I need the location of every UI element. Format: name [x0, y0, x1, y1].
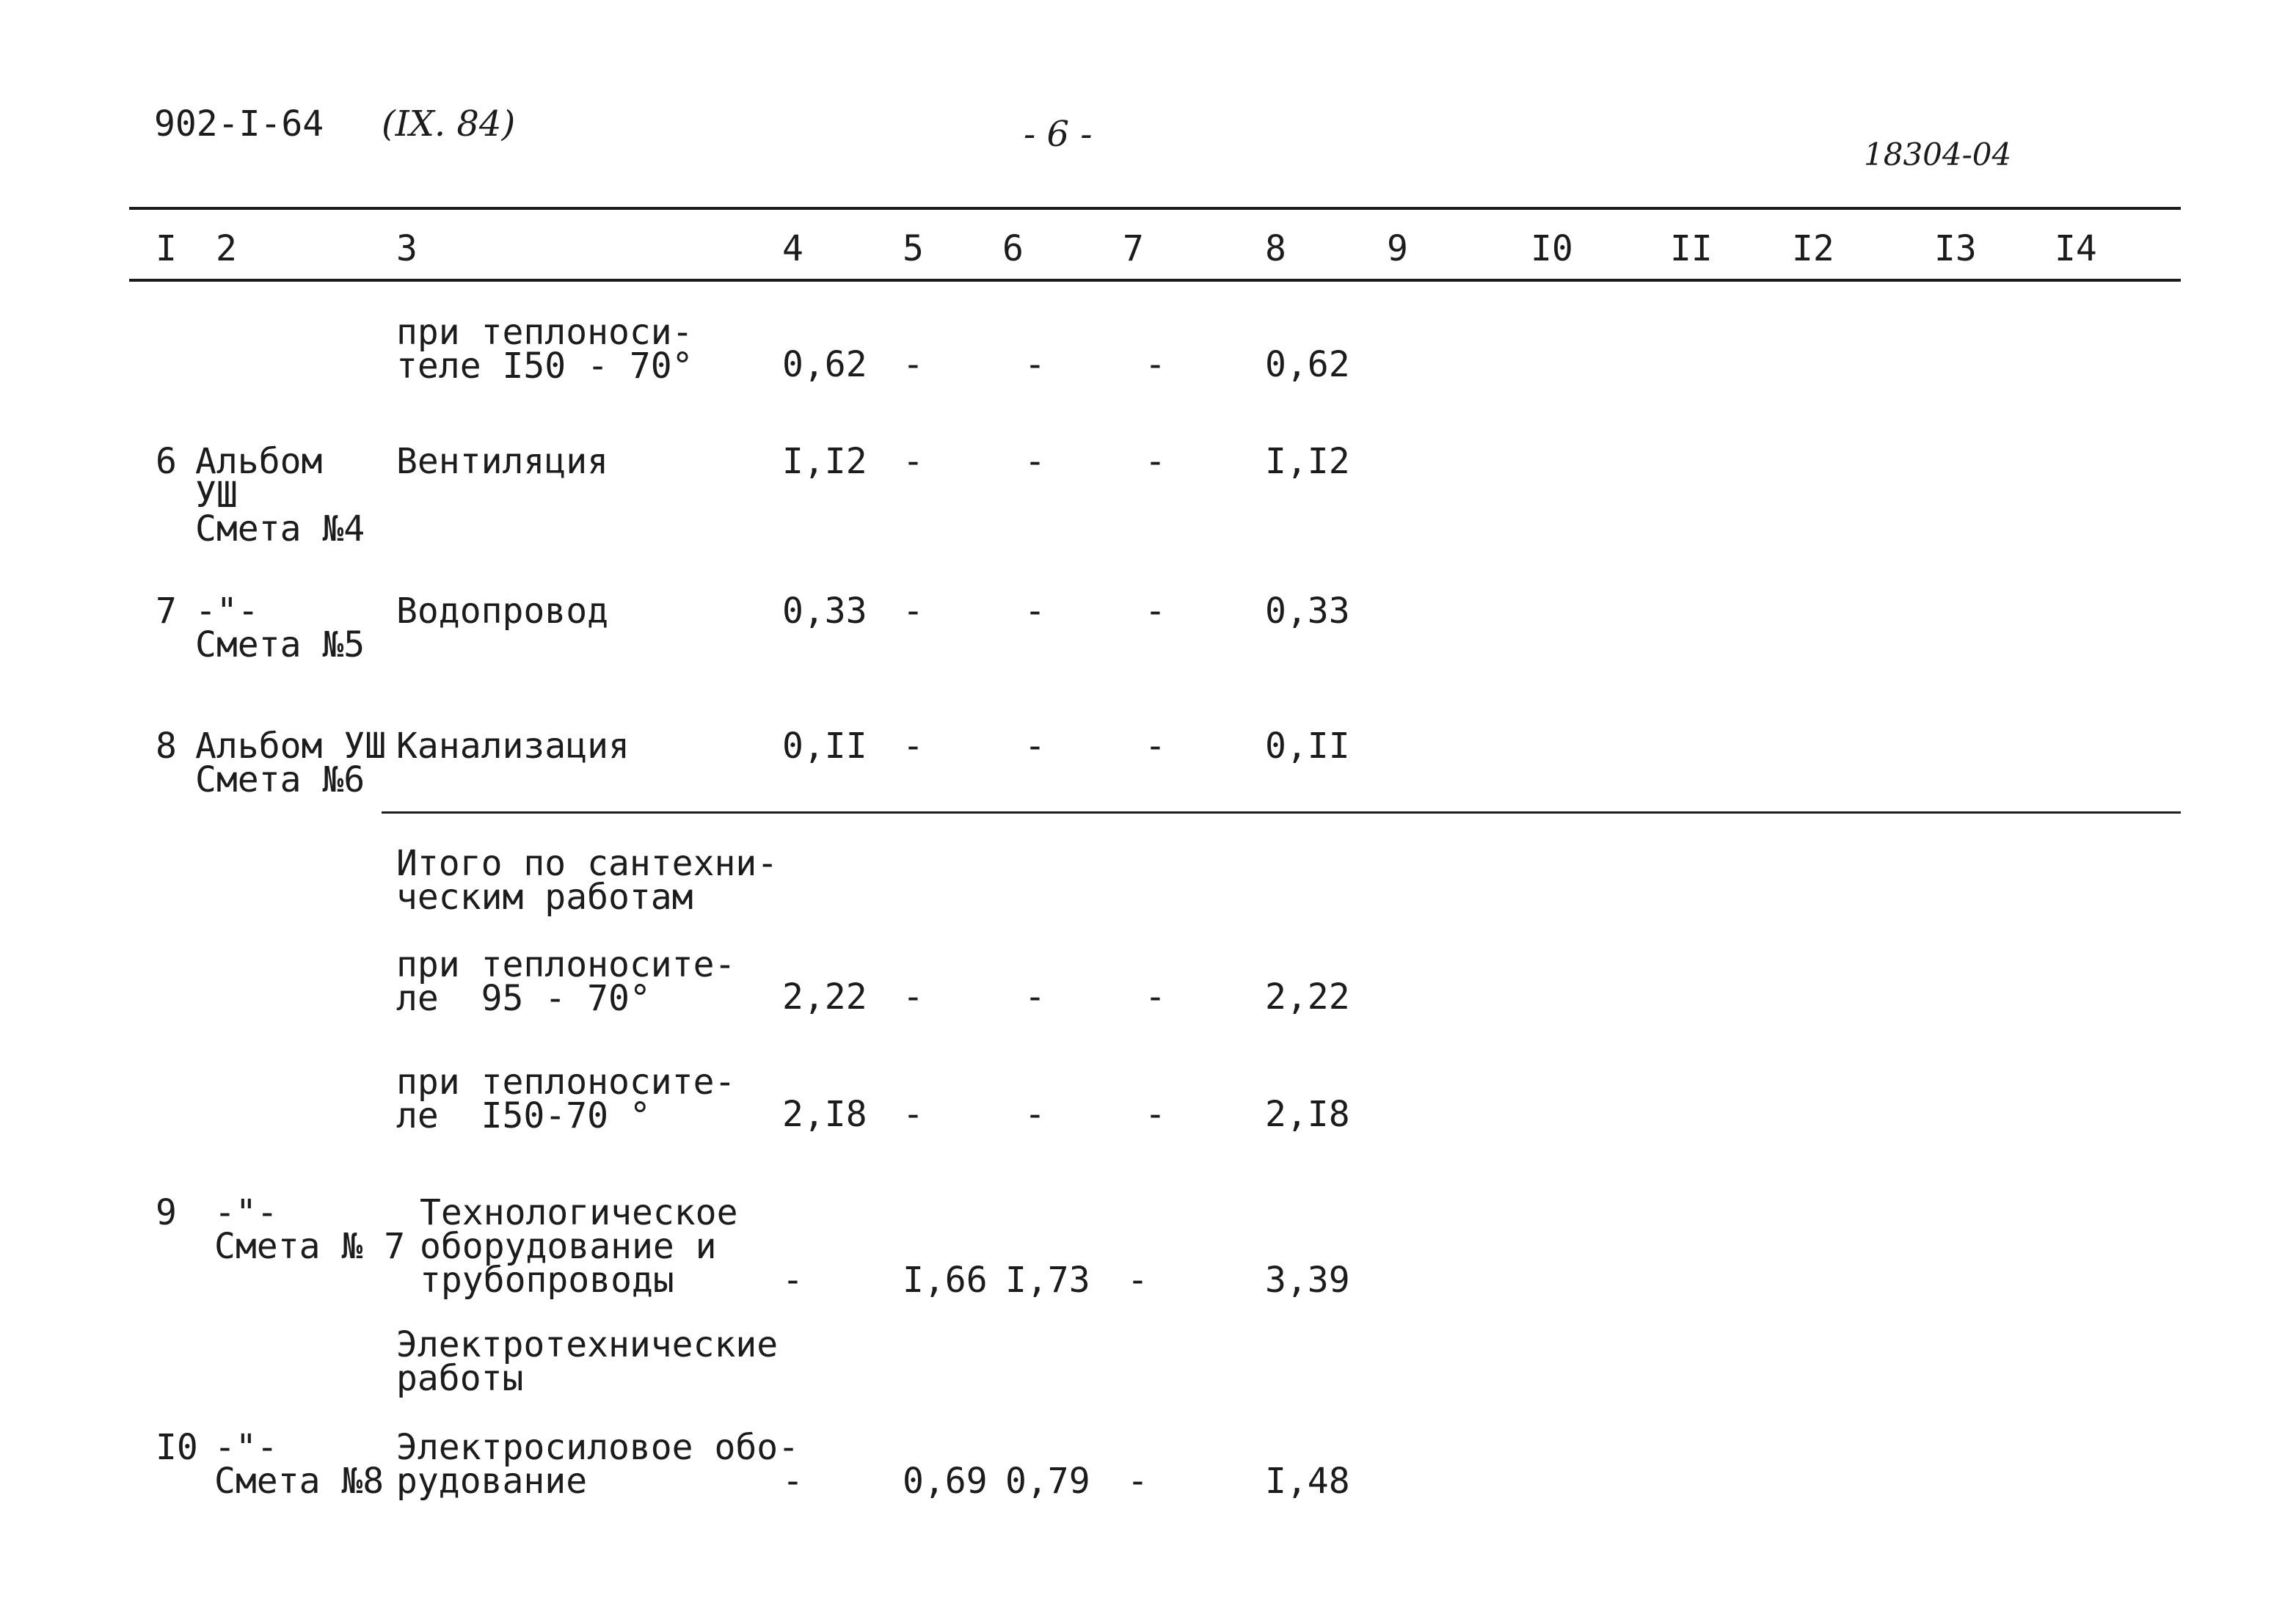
value-cell: - [1024, 726, 1046, 767]
document-date: (IX. 84) [382, 103, 516, 145]
subtotal-heading: Итого по сантехни- ческим работам [396, 843, 779, 918]
value-cell: - [903, 591, 924, 632]
column-header: I [156, 228, 177, 269]
description-cell: при теплоноси- теле I50 - 70° [396, 312, 693, 387]
column-header: 5 [903, 228, 924, 269]
column-header: 3 [396, 228, 418, 269]
column-header: 2 [216, 228, 237, 269]
description-cell: Водопровод [396, 591, 608, 632]
source-cell: -"- Смета №5 [195, 591, 365, 665]
row-number-cell: I0 [156, 1427, 198, 1468]
description-cell: Электросиловое обо- рудование [396, 1427, 800, 1502]
column-header: 9 [1387, 228, 1408, 269]
value-cell: 0,69 [903, 1461, 988, 1502]
value-cell: - [1145, 591, 1166, 632]
description-cell: Технологическое оборудование и трубопроводы [420, 1192, 738, 1301]
value-cell: 0,62 [1265, 344, 1350, 385]
source-cell: -"- Смета № 7 [214, 1192, 406, 1267]
value-cell: - [903, 344, 924, 385]
source-cell: -"- Смета №8 [214, 1427, 385, 1502]
description-cell: Канализация [396, 726, 630, 767]
column-header: I2 [1792, 228, 1834, 269]
row-number-cell: 8 [156, 726, 177, 767]
column-header: II [1670, 228, 1713, 269]
value-cell: 0,II [1265, 726, 1350, 767]
column-header: 4 [782, 228, 803, 269]
column-header: I4 [2055, 228, 2097, 269]
column-header: 8 [1265, 228, 1286, 269]
column-header: I0 [1531, 228, 1573, 269]
value-cell: 0,79 [1005, 1461, 1090, 1502]
value-cell: I,48 [1265, 1461, 1350, 1502]
document-number: 18304-04 [1864, 136, 2012, 172]
value-cell: - [1127, 1260, 1148, 1301]
row-number-cell: 7 [156, 591, 177, 632]
value-cell: - [903, 441, 924, 482]
value-cell: I,I2 [782, 441, 867, 482]
value-cell: I,I2 [1265, 441, 1350, 482]
column-header: 6 [1002, 228, 1024, 269]
value-cell: - [1145, 441, 1166, 482]
value-cell: - [1145, 1094, 1166, 1135]
description-cell: Вентиляция [396, 441, 608, 482]
value-cell: 0,33 [782, 591, 867, 632]
document-code: 902-I-64 [154, 103, 324, 145]
value-cell: 0,62 [782, 344, 867, 385]
row-number-cell: 9 [156, 1192, 177, 1233]
value-cell: - [1024, 591, 1046, 632]
value-cell: - [782, 1260, 803, 1301]
row-number-cell: 6 [156, 441, 177, 482]
value-cell: I,73 [1005, 1260, 1090, 1301]
description-cell: при теплоносите- ле 95 - 70° [396, 944, 736, 1019]
value-cell: 2,22 [782, 976, 867, 1018]
value-cell: - [903, 1094, 924, 1135]
header-bottom-rule [129, 279, 2181, 282]
value-cell: - [1145, 976, 1166, 1018]
column-header: I3 [1934, 228, 1977, 269]
value-cell: - [903, 976, 924, 1018]
source-cell: Альбом УШ Смета №4 [195, 441, 365, 549]
value-cell: - [1145, 726, 1166, 767]
table-top-rule [129, 207, 2181, 210]
value-cell: I,66 [903, 1260, 988, 1301]
section-heading: Электротехнические работы [396, 1324, 779, 1399]
value-cell: 0,33 [1265, 591, 1350, 632]
column-header: 7 [1123, 228, 1144, 269]
value-cell: 2,I8 [782, 1094, 867, 1135]
value-cell: - [1024, 441, 1046, 482]
value-cell: - [782, 1461, 803, 1502]
value-cell: 3,39 [1265, 1260, 1350, 1301]
page-number: - 6 - [1024, 114, 1093, 155]
value-cell: - [1024, 344, 1046, 385]
value-cell: - [1145, 344, 1166, 385]
value-cell: - [1127, 1461, 1148, 1502]
value-cell: - [1024, 1094, 1046, 1135]
source-cell: Альбом УШ Смета №6 [195, 726, 387, 800]
subtotal-rule [382, 811, 2181, 814]
value-cell: - [903, 726, 924, 767]
value-cell: - [1024, 976, 1046, 1018]
value-cell: 2,22 [1265, 976, 1350, 1018]
description-cell: при теплоносите- ле I50-70 ° [396, 1062, 736, 1136]
value-cell: 0,II [782, 726, 867, 767]
value-cell: 2,I8 [1265, 1094, 1350, 1135]
